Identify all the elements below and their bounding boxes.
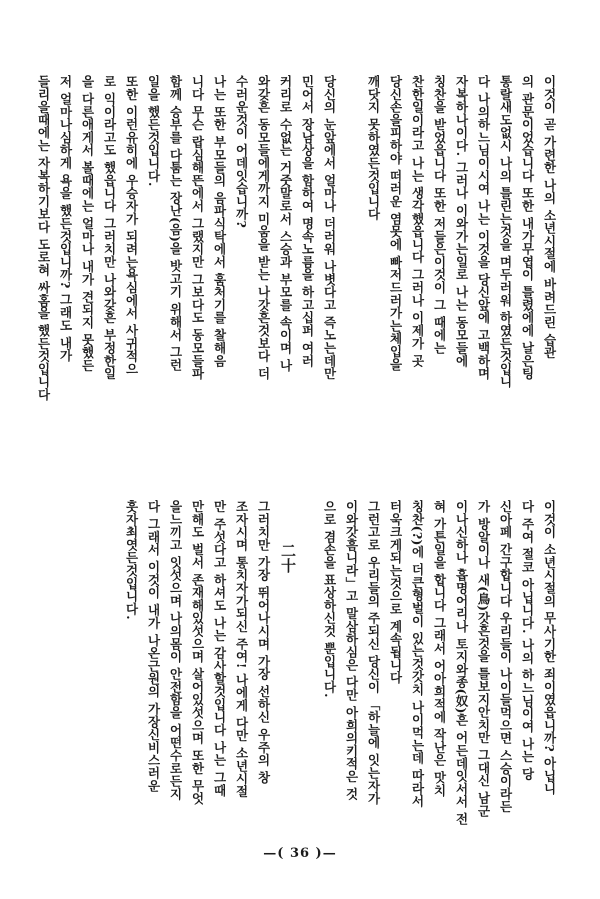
text-line: 찬한일이라고 나는 생각했읍니다 그러나 이제가 곳: [410, 75, 425, 368]
text-line: 만해도 벌서 존재해있섯으며 살어있섯으며 또한 무엇: [190, 500, 205, 805]
text-line: 혀 가튼일을 합니다 그래서 어아희적에 작난은 맛치: [432, 500, 447, 797]
text-line: 와갖흔 동모들에게까지 미움을 받는 나갓흔것보다 더: [256, 75, 271, 380]
text-line: 터욱크게되는것으로 계속됩니다: [388, 500, 403, 684]
text-line: 가 방알이나 새(鳥)갓흔것을 틀보지안치만 그대신 남군: [476, 500, 491, 818]
text-line: 으로 겸손을 표상하신것 뿐입니다.: [322, 500, 337, 698]
text-line: 자복하나이다. 그러나 이와가는일로 나는 동모들에: [454, 75, 469, 368]
text-line: 또한 이런유히에 우승자가 되려는욕심에서 사귀적으: [124, 75, 139, 376]
text-line: 칭찬을 받었읍니다 또한 저들은이것이 그 때에는: [432, 75, 447, 355]
upper-text-block: [32, 75, 560, 475]
text-line: 수러운것이 어데잇습니까?: [234, 75, 249, 229]
text-line: 이것이 곧 가련한 나의 소년시절에 바려드린 습관: [542, 75, 557, 359]
text-line: 저 얼마나심하게 욕을 했든것입니까? 그래도 내가: [58, 75, 73, 362]
text-line: 이나신하나 흡명어리나 토지와종(奴)흔 어든데잇서서 전: [454, 500, 469, 826]
text-line: 의 관문이었습니다 또한 내가무엽이 틀렸에에 날은팅: [520, 75, 535, 380]
text-line: 로 익이라고도 했읍니다 그러치만 나와갖흔 부정한일: [102, 75, 117, 380]
text-line: 이와갓흠니라」고 말삼하심은 다만 아희의키적은 것: [344, 500, 359, 801]
text-line: 일을 했든것입니다.: [146, 75, 161, 187]
text-line: 신아페 간구합니다 우리들이 나이들먹으면 스승이라든: [498, 500, 513, 814]
text-line: 을 다른애게서 볼때에는 얼마나 내가 견되지 못했든: [80, 75, 95, 372]
text-line: 다 나의하느님이시여 나는 이것을 당신앞에 고백하며: [476, 75, 491, 380]
text-line: 당신손을피하야 떠러운 염못에 빠저드러가는체입을: [388, 75, 403, 371]
text-line: 다 그래서 이것이 내가 나온근원의 가장신비스러운: [146, 500, 161, 793]
text-line: 그런고로 우리들의 주되신 당신이 「하늘에 잇는자가: [366, 500, 381, 805]
text-line: 조자시며 통치자가되신 주여! 나에게 다만 소년시절: [234, 500, 249, 798]
text-line: 민어서 장남상을 함하여 명속노름을 하고십퍼 여러: [300, 75, 315, 368]
text-line: [296, 500, 318, 835]
text-line: 다 주여 절코 아닙니다. 나의 하느님이여 나는 당: [520, 500, 535, 781]
text-line: 들리을때에는 자복하기보다 도로혀 싸홈을 했든것입니다: [36, 75, 51, 401]
text-line: 당신의 눈앞에서 얼마나 더러워 나볏다고 즉노는데만: [322, 75, 337, 380]
text-line: 커리로 수없는 거줏말로서 스승과 부모를 속이며 나: [278, 75, 293, 372]
lower-text-block: [120, 500, 560, 835]
text-line: [340, 75, 362, 475]
text-line: 통랄새도없시 나의 틀린는것을 며두러워 하였든것입니: [498, 75, 513, 389]
text-line: 만 주섯다고 하셔도 나는 감사할것입니다 나는 그때: [212, 500, 227, 797]
text-line: 나는 또한 부모들의 음파식탁에서 훔처기를 찰해음: [212, 75, 227, 368]
text-line: 을느끼고 잇섯으며 나의몸이 안전함을 어떤수로든지: [168, 500, 183, 801]
text-line: 흣자최엿든것입니다.: [124, 500, 139, 620]
text-line: 함께 승부를 다툼는 장난(음)을 밧고기 위해서 그런: [168, 75, 183, 372]
text-line: 이것이 소년시절의 무사기한 죄이였읍니까? 아닙니: [542, 500, 557, 796]
text-line: 칭찬(?)에 더큰형벌이 있는것갓치 나이먹는데 따라서: [410, 500, 425, 808]
text-line: 그러치만 가장 뛰어나시며 가장 선하신 우주의 창: [256, 500, 271, 784]
text-line: 니다 무슨 랍심해뜬에서 그랬지만 그보다도 동모들파: [190, 75, 205, 380]
section-number: 二十: [279, 543, 297, 573]
text-line: 깨닷지 못하였든것입니다: [366, 75, 381, 221]
page-number: —( 36 )—: [263, 846, 337, 861]
text-line: [274, 500, 296, 835]
